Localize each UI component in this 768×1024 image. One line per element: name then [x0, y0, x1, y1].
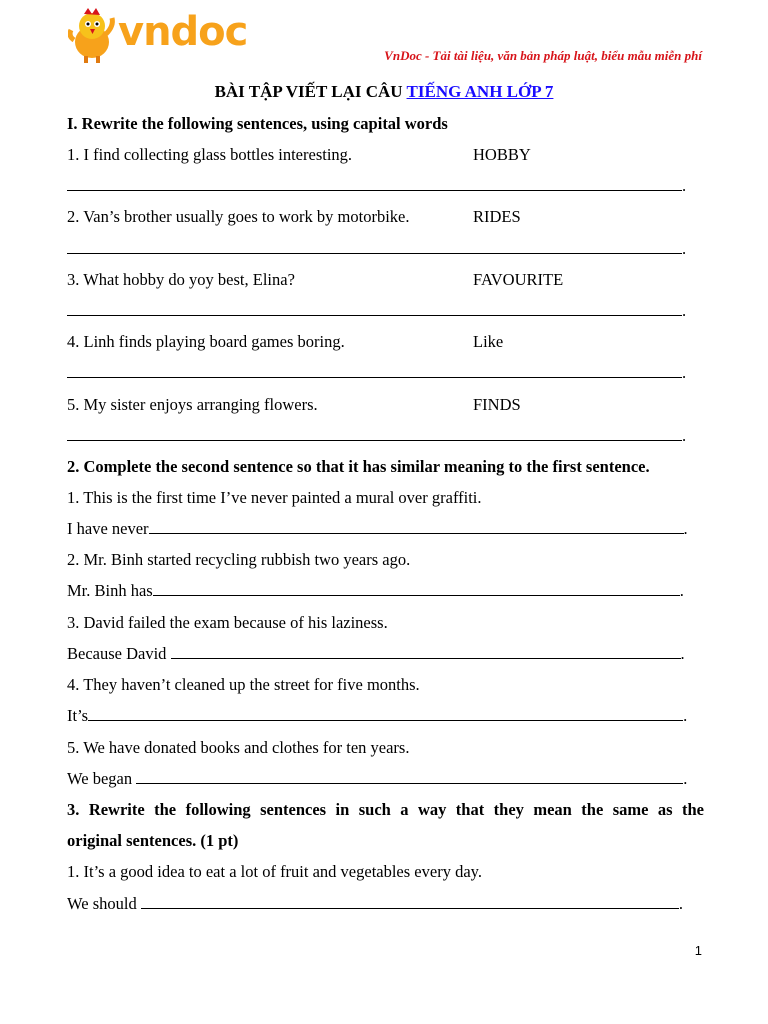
s1-item-2-answer-line[interactable]: . — [67, 239, 686, 259]
s2-item-4-answer[interactable]: It’s . — [67, 706, 688, 725]
s1-item-3-answer-line[interactable]: . — [67, 301, 686, 321]
s1-item-3-keyword: FAVOURITE — [473, 270, 564, 289]
page-title — [0, 82, 768, 102]
title-text: BÀI TẬP VIẾT LẠI CÂU — [214, 82, 403, 101]
s2-item-3-text: 3. David failed the exam because of his laziness. — [67, 613, 388, 632]
s2-item-1-text: 1. This is the first time I’ve never painted a mural over graffiti. — [67, 488, 482, 507]
s2-item-3-answer[interactable]: Because David . — [67, 644, 685, 663]
s1-item-4-answer-line[interactable]: . — [67, 363, 686, 383]
s2-item-2-text: 2. Mr. Binh started recycling rubbish two years ago. — [67, 550, 411, 569]
s1-item-5-keyword: FINDS — [473, 395, 521, 414]
s1-item-2-text: 2. Van’s brother usually goes to work by motorbike. — [67, 207, 410, 226]
s1-item-5-answer-line[interactable]: . — [67, 426, 686, 446]
chicken-mascot-icon — [68, 6, 118, 64]
title-link[interactable]: TIẾNG ANH LỚP 7 — [406, 82, 554, 101]
section2-heading: 2. Complete the second sentence so that it has similar meaning to the first sentence. — [67, 457, 650, 476]
s1-item-2-keyword: RIDES — [473, 207, 521, 226]
s1-item-3-text: 3. What hobby do yoy best, Elina? — [67, 270, 295, 289]
section1-heading: I. Rewrite the following sentences, using capital words — [67, 114, 448, 133]
logo-wordmark: vndoc — [118, 9, 248, 55]
site-tagline: VnDoc - Tải tài liệu, văn bản pháp luật, biểu mẫu miễn phí — [384, 48, 702, 63]
page-number: 1 — [694, 943, 702, 958]
s3-item-1-text: 1. It’s a good idea to eat a lot of fruit and vegetables every day. — [67, 862, 482, 881]
s2-item-1-answer[interactable]: I have never . — [67, 519, 688, 538]
section3-heading-line2: original sentences. (1 pt) — [67, 831, 239, 850]
s3-item-1-answer[interactable]: We should . — [67, 894, 683, 913]
s2-item-2-answer[interactable]: Mr. Binh has . — [67, 581, 684, 600]
s1-item-4-text: 4. Linh finds playing board games boring. — [67, 332, 345, 351]
s1-item-1-answer-line[interactable]: . — [67, 176, 686, 196]
s2-item-5-text: 5. We have donated books and clothes for ten years. — [67, 738, 410, 757]
s2-item-4-text: 4. They haven’t cleaned up the street for five months. — [67, 675, 420, 694]
section3-heading-line1: 3. Rewrite the following sentences in such a way that they mean the same as the — [67, 800, 704, 819]
s1-item-1-text: 1. I find collecting glass bottles interesting. — [67, 145, 353, 164]
s1-item-1-keyword: HOBBY — [473, 145, 531, 164]
s1-item-4-keyword: Like — [473, 332, 504, 351]
s2-item-5-answer[interactable]: We began . — [67, 769, 688, 788]
s1-item-5-text: 5. My sister enjoys arranging flowers. — [67, 395, 318, 414]
